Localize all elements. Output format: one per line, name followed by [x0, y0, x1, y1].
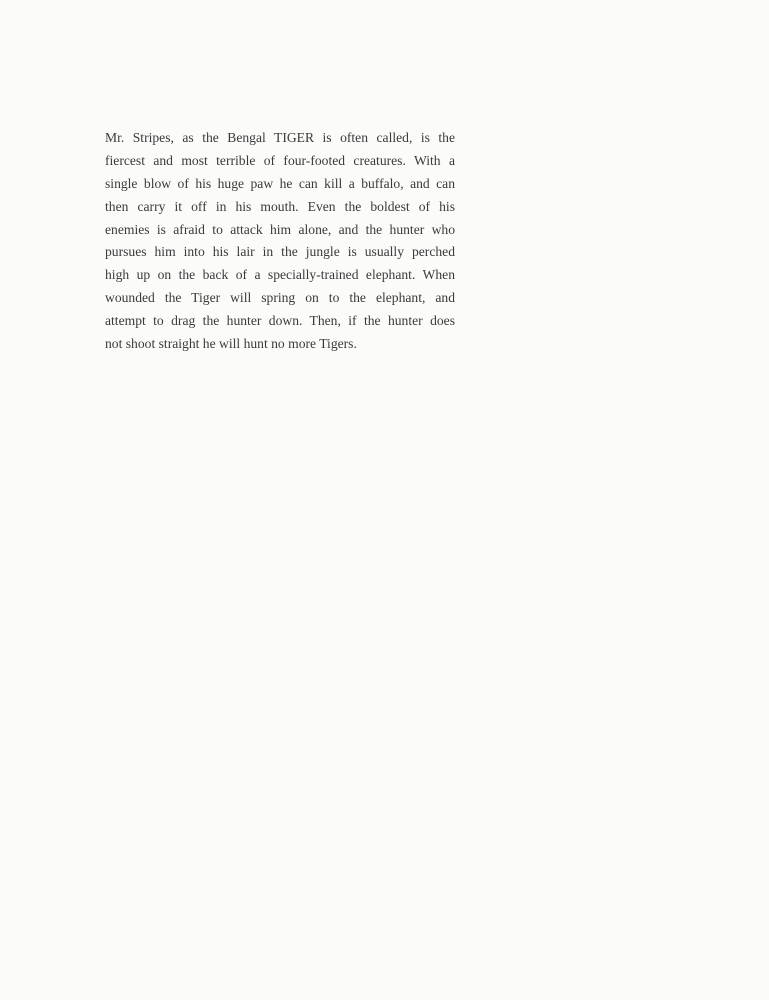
text-line: pursues him into his lair in the jungle is usually perched	[105, 244, 455, 260]
text-line: wounded the Tiger will spring on to the elephant, and	[105, 290, 455, 306]
text-line: then carry it off in his mouth. Even the boldest of his	[105, 198, 455, 214]
text-line: single blow of his huge paw he can kill a buffalo, and can	[105, 175, 455, 191]
text-line: Mr. Stripes, as the Bengal TIGER is often called, is the	[105, 130, 455, 145]
text-line: not shoot straight he will hunt no more Tigers.	[105, 336, 357, 352]
text-line: fiercest and most terrible of four-footed creatures. With a	[105, 152, 455, 168]
passage-text	[105, 127, 455, 356]
text-line: enemies is afraid to attack him alone, and the hunter who	[105, 221, 455, 237]
text-line: attempt to drag the hunter down. Then, if the hunter does	[105, 313, 455, 329]
text-line: high up on the back of a specially-trained elephant. When	[105, 267, 455, 283]
